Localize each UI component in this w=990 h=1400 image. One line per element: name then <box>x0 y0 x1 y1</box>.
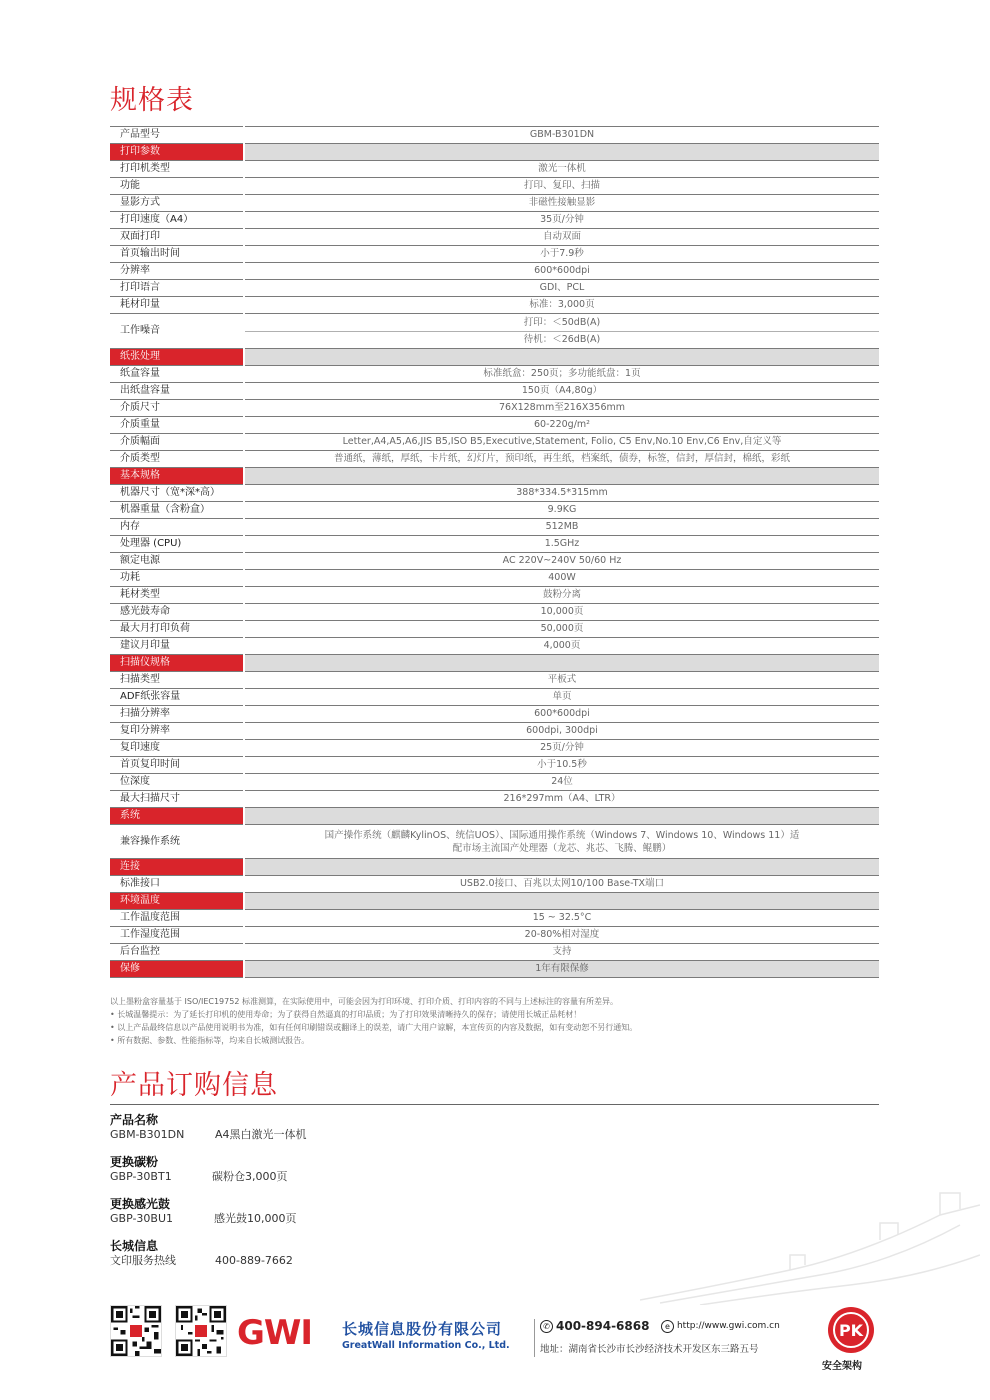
order-item-desc: 400-889-7662 <box>215 1254 293 1267</box>
spec-key: 双面打印 <box>110 229 244 246</box>
spec-value <box>244 655 879 672</box>
spec-row <box>110 383 879 400</box>
spec-row <box>110 229 879 246</box>
spec-value: 60-220g/m² <box>244 417 879 434</box>
great-wall-illustration <box>640 1175 980 1305</box>
spec-key: 介质尺寸 <box>110 400 244 417</box>
spec-value-line: 待机：＜26dB(A) <box>245 331 879 347</box>
spec-value: 25页/分钟 <box>244 740 879 757</box>
note-line: 以上墨粉盒容量基于 ISO/IEC19752 标准测算，在实际使用中，可能会因为打印环境、打印介质、打印内容的不同与上述标注的容量有所差异。 <box>110 997 618 1006</box>
spec-value: 普通纸，薄纸，厚纸，卡片纸，幻灯片，预印纸，再生纸，档案纸，债券，标签，信封，厚信封，棉纸，彩纸 <box>244 451 879 468</box>
spec-value: 24位 <box>244 774 879 791</box>
spec-key: 工作噪音 <box>110 314 244 349</box>
spec-key: 额定电源 <box>110 553 244 570</box>
spec-value: 216*297mm（A4、LTR） <box>244 791 879 808</box>
spec-section-row <box>110 349 879 366</box>
order-item-heading: 产品名称 <box>110 1113 159 1127</box>
spec-key: 建议月印量 <box>110 638 244 655</box>
spec-value: Letter,A4,A5,A6,JIS B5,ISO B5,Executive,Statement, Folio, C5 Env,No.10 Env,C6 Env,自定义等 <box>244 434 879 451</box>
spec-key: 出纸盘容量 <box>110 383 244 400</box>
phone-icon: ✆ <box>540 1320 553 1333</box>
gwi-logo: GWI <box>237 1313 313 1353</box>
spec-value <box>244 144 879 161</box>
order-item-code: 文印服务热线 <box>110 1254 176 1267</box>
order-info <box>110 1104 879 1267</box>
spec-row <box>110 723 879 740</box>
spec-key: 复印速度 <box>110 740 244 757</box>
spec-key: ADF纸张容量 <box>110 689 244 706</box>
spec-value <box>244 859 879 876</box>
spec-row <box>110 604 879 621</box>
spec-title: 规格表 <box>110 85 194 116</box>
spec-value: USB2.0接口、百兆以太网10/100 Base-TX端口 <box>244 876 879 893</box>
spec-key: 标准接口 <box>110 876 244 893</box>
spec-value: 单页 <box>244 689 879 706</box>
spec-key: 分辨率 <box>110 263 244 280</box>
order-item-code: GBP-30BT1 <box>110 1170 172 1183</box>
spec-row <box>110 519 879 536</box>
spec-value <box>244 349 879 366</box>
spec-row <box>110 434 879 451</box>
spec-key: 产品型号 <box>110 127 244 144</box>
spec-key: 机器尺寸（宽*深*高） <box>110 485 244 502</box>
spec-value: 76X128mm至216X356mm <box>244 400 879 417</box>
spec-section-label: 系统 <box>110 808 244 825</box>
spec-key: 工作湿度范围 <box>110 927 244 944</box>
spec-value: 4,000页 <box>244 638 879 655</box>
spec-section-row <box>110 961 879 978</box>
spec-key: 内存 <box>110 519 244 536</box>
spec-value: 激光一体机 <box>244 161 879 178</box>
spec-table <box>110 126 879 978</box>
spec-section-label: 打印参数 <box>110 144 244 161</box>
spec-section-row <box>110 859 879 876</box>
spec-row <box>110 212 879 229</box>
spec-value <box>244 468 879 485</box>
spec-row <box>110 297 879 314</box>
website-link[interactable]: http://www.gwi.com.cn <box>676 1321 780 1331</box>
spec-key: 首页输出时间 <box>110 246 244 263</box>
footer-divider <box>534 1319 535 1357</box>
contact-line <box>540 1319 780 1333</box>
spec-section-label: 基本规格 <box>110 468 244 485</box>
spec-value: 鼓粉分离 <box>244 587 879 604</box>
spec-value: 35页/分钟 <box>244 212 879 229</box>
spec-key: 打印速度（A4） <box>110 212 244 229</box>
spec-value-line: 打印：＜50dB(A) <box>523 317 601 328</box>
spec-row <box>110 570 879 587</box>
spec-value: 自动双面 <box>244 229 879 246</box>
order-item-heading: 更换碳粉 <box>110 1155 159 1169</box>
spec-key: 打印机类型 <box>110 161 244 178</box>
spec-value: 10,000页 <box>244 604 879 621</box>
phone-number[interactable]: 400-894-6868 <box>556 1319 650 1333</box>
order-item-row <box>110 1128 879 1142</box>
spec-value: 512MB <box>244 519 879 536</box>
spec-section-row <box>110 893 879 910</box>
order-item-code: GBP-30BU1 <box>110 1212 174 1225</box>
spec-row <box>110 927 879 944</box>
spec-value: 标准：3,000页 <box>244 297 879 314</box>
spec-row <box>110 127 879 144</box>
pk-badge-label: 安全架构 <box>822 1361 862 1372</box>
spec-key: 功耗 <box>110 570 244 587</box>
spec-value: 600*600dpi <box>244 263 879 280</box>
spec-section-row <box>110 144 879 161</box>
spec-row <box>110 451 879 468</box>
spec-section-row <box>110 655 879 672</box>
spec-row <box>110 791 879 808</box>
spec-value: 388*334.5*315mm <box>244 485 879 502</box>
spec-value: 50,000页 <box>244 621 879 638</box>
note-line: • 长城温馨提示：为了延长打印机的使用寿命；为了获得自然逼真的打印品质；为了打印效果清晰持久的保存；请使用长城正品耗材！ <box>110 1010 582 1019</box>
spec-row <box>110 485 879 502</box>
spec-section-row <box>110 808 879 825</box>
spec-row <box>110 825 879 859</box>
spec-value: AC 220V~240V 50/60 Hz <box>244 553 879 570</box>
spec-key: 工作温度范围 <box>110 910 244 927</box>
spec-section-label: 纸张处理 <box>110 349 244 366</box>
spec-key: 显影方式 <box>110 195 244 212</box>
spec-section-label: 扫描仪规格 <box>110 655 244 672</box>
spec-value: 小于10.5秒 <box>244 757 879 774</box>
spec-value: 标准纸盒：250页；多功能纸盘：1页 <box>244 366 879 383</box>
spec-row <box>110 366 879 383</box>
spec-key: 耗材印量 <box>110 297 244 314</box>
spec-value: 400W <box>244 570 879 587</box>
spec-key: 复印分辨率 <box>110 723 244 740</box>
spec-key: 首页复印时间 <box>110 757 244 774</box>
spec-row <box>110 195 879 212</box>
spec-value: 打印、复印、扫描 <box>244 178 879 195</box>
pk-badge-icon <box>826 1305 876 1355</box>
spec-row <box>110 757 879 774</box>
spec-value-text: 国产操作系统（麒麟KylinOS、统信UOS）、国际通用操作系统（Windows 7、Windows 10、Windows 11）适配市场主流国产处理器（龙芯、兆芯、飞腾、鲲鹏） <box>324 829 800 854</box>
address: 地址：湖南省长沙市长沙经济技术开发区东三路五号 <box>540 1344 759 1355</box>
order-item-desc: 感光鼓10,000页 <box>214 1212 297 1225</box>
spec-key: 机器重量（含粉盒） <box>110 502 244 519</box>
spec-value: 600*600dpi <box>244 706 879 723</box>
spec-row <box>110 774 879 791</box>
spec-value <box>244 825 879 859</box>
note-line: • 以上产品最终信息以产品使用说明书为准，如有任何印刷错误或翻译上的误差，请广大用户谅解，本宣传页的内容及数据，如有变动恕不另行通知。 <box>110 1023 638 1032</box>
notes <box>110 995 880 1047</box>
spec-key: 介质类型 <box>110 451 244 468</box>
spec-row <box>110 944 879 961</box>
spec-row <box>110 672 879 689</box>
order-item <box>110 1113 879 1142</box>
spec-row <box>110 314 879 349</box>
spec-row <box>110 910 879 927</box>
spec-row <box>110 689 879 706</box>
spec-key: 处理器 (CPU) <box>110 536 244 553</box>
spec-row <box>110 400 879 417</box>
spec-value <box>244 808 879 825</box>
spec-row <box>110 536 879 553</box>
spec-value <box>244 893 879 910</box>
order-title: 产品订购信息 <box>110 1070 278 1101</box>
web-icon: e <box>661 1320 674 1333</box>
spec-row <box>110 740 879 757</box>
spec-value: 支持 <box>244 944 879 961</box>
company-name-cn: 长城信息股份有限公司 <box>342 1320 503 1338</box>
spec-key: 耗材类型 <box>110 587 244 604</box>
spec-key: 最大月打印负荷 <box>110 621 244 638</box>
order-item-desc: A4黑白激光一体机 <box>215 1128 307 1141</box>
spec-row <box>110 502 879 519</box>
spec-section-label: 保修 <box>110 961 244 978</box>
spec-row <box>110 587 879 604</box>
note-line: • 所有数据、参数、性能指标等，均来自长城测试报告。 <box>110 1036 310 1045</box>
spec-key: 后台监控 <box>110 944 244 961</box>
spec-value: 1.5GHz <box>244 536 879 553</box>
spec-key: 感光鼓寿命 <box>110 604 244 621</box>
spec-key: 打印语言 <box>110 280 244 297</box>
spec-value: 20-80%相对湿度 <box>244 927 879 944</box>
spec-value: 1年有限保修 <box>244 961 879 978</box>
order-item-desc: 碳粉仓3,000页 <box>212 1170 288 1183</box>
qr-code-2[interactable] <box>175 1305 227 1357</box>
spec-row <box>110 621 879 638</box>
spec-row <box>110 246 879 263</box>
footer <box>110 1305 880 1372</box>
spec-value <box>244 314 879 349</box>
spec-row <box>110 161 879 178</box>
spec-row <box>110 263 879 280</box>
spec-value: GBM-B301DN <box>244 127 879 144</box>
spec-key: 扫描分辨率 <box>110 706 244 723</box>
spec-key: 介质重量 <box>110 417 244 434</box>
spec-value: 9.9KG <box>244 502 879 519</box>
spec-value: 非磁性接触显影 <box>244 195 879 212</box>
spec-section-label: 连接 <box>110 859 244 876</box>
spec-key: 扫描类型 <box>110 672 244 689</box>
pk-badge-text: PK <box>838 1321 864 1340</box>
spec-row <box>110 638 879 655</box>
spec-key: 位深度 <box>110 774 244 791</box>
spec-section-row <box>110 468 879 485</box>
spec-key: 最大扫描尺寸 <box>110 791 244 808</box>
spec-value: GDI、PCL <box>244 280 879 297</box>
spec-section-label: 环境温度 <box>110 893 244 910</box>
spec-key: 介质幅面 <box>110 434 244 451</box>
spec-value: 平板式 <box>244 672 879 689</box>
spec-row <box>110 178 879 195</box>
spec-row <box>110 876 879 893</box>
spec-key: 功能 <box>110 178 244 195</box>
spec-row <box>110 280 879 297</box>
spec-row <box>110 553 879 570</box>
spec-value: 小于7.9秒 <box>244 246 879 263</box>
spec-value: 150页（A4,80g） <box>244 383 879 400</box>
spec-row <box>110 417 879 434</box>
order-item-heading: 长城信息 <box>110 1239 159 1253</box>
order-item-code: GBM-B301DN <box>110 1128 185 1141</box>
order-item-heading: 更换感光鼓 <box>110 1197 171 1211</box>
qr-code-1[interactable] <box>110 1305 162 1357</box>
spec-key: 兼容操作系统 <box>110 825 244 859</box>
spec-value: 15 ~ 32.5°C <box>244 910 879 927</box>
spec-value: 600dpi, 300dpi <box>244 723 879 740</box>
spec-row <box>110 706 879 723</box>
company-name-en: GreatWall Information Co., Ltd. <box>342 1340 510 1351</box>
spec-key: 纸盒容量 <box>110 366 244 383</box>
